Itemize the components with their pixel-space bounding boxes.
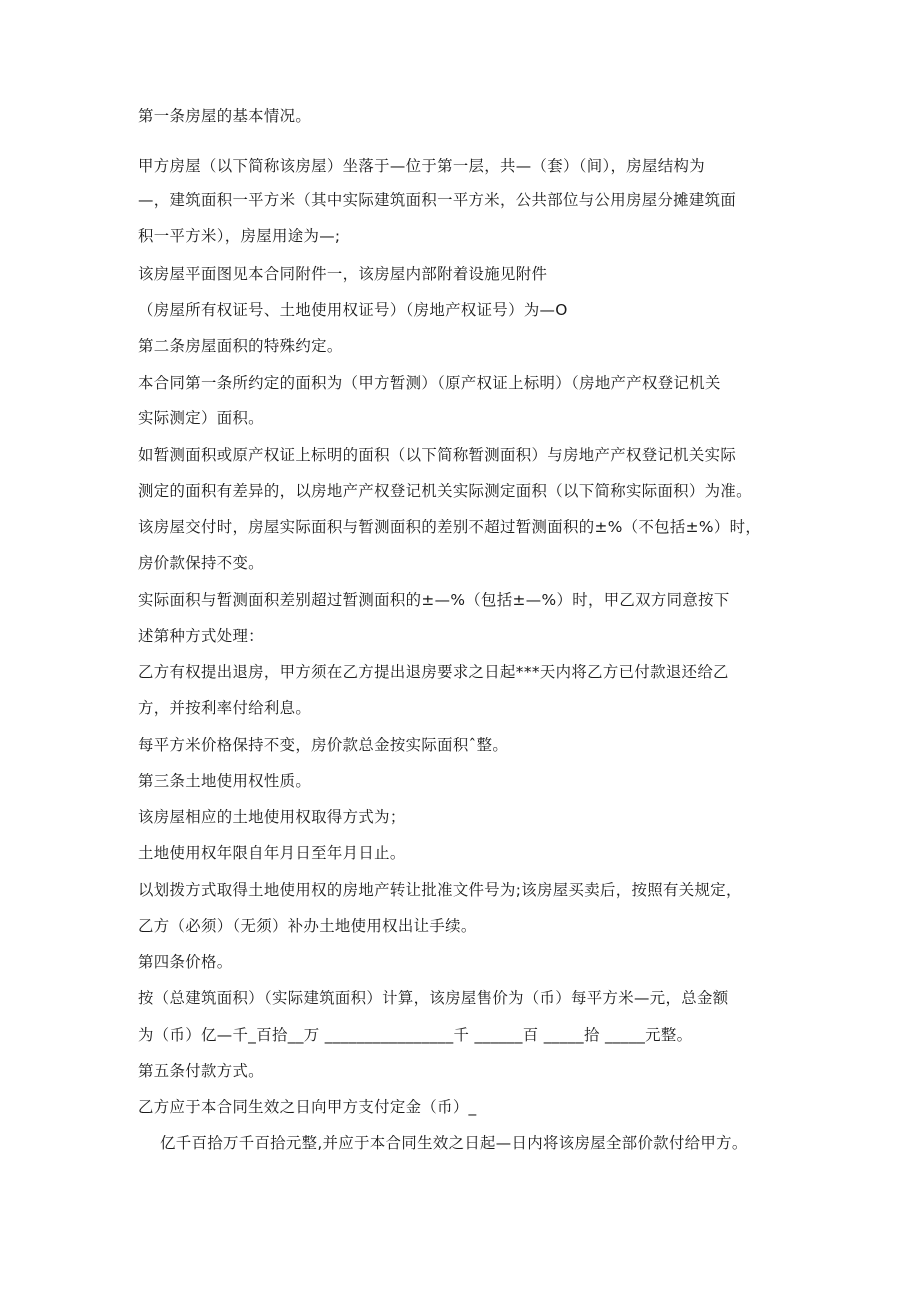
paragraph-line: 该房屋平面图见本合同附件一，该房屋内部附着设施见附件 (138, 265, 548, 283)
paragraph-line: 按（总建筑面积）（实际建筑面积）计算，该房屋售价为（币）每平方米—元，总金额 (138, 989, 729, 1007)
paragraph-line: 实际测定）面积。 (138, 409, 264, 427)
paragraph-line: —，建筑面积一平方米（其中实际建筑面积一平方米，公共部位与公用房屋分摊建筑面 (138, 191, 737, 209)
paragraph-line: 亿千百拾万千百拾元整,并应于本合同生效之日起—日内将该房屋全部价款付给甲方。 (160, 1134, 748, 1152)
paragraph-line: 乙方（必须）（无须）补办土地使用权出让手续。 (138, 917, 477, 935)
paragraph-line: 以划拨方式取得土地使用权的房地产转让批准文件号为;该房屋买卖后，按照有关规定， (138, 881, 742, 899)
paragraph-line: 测定的面积有差异的，以房地产产权登记机关实际测定面积（以下简称实际面积）为准。 (138, 482, 752, 500)
paragraph-line: 方，并按利率付给利息。 (138, 699, 312, 717)
article-1-heading: 第一条房屋的基本情况。 (138, 107, 312, 125)
article-4-heading: 第四条价格。 (138, 953, 233, 971)
paragraph-line: 乙方应于本合同生效之日向甲方支付定金（币）_ (138, 1098, 477, 1116)
paragraph-line: 本合同第一条所约定的面积为（甲方暂测）（原产权证上标明）（房地产产权登记机关 (138, 374, 721, 392)
paragraph-line: 房价款保持不变。 (138, 554, 264, 572)
paragraph-line: 甲方房屋（以下简称该房屋）坐落于—位于第一层，共—（套）（间），房屋结构为 (138, 157, 706, 175)
paragraph-line: （房屋所有权证号、土地使用权证号）（房地产权证号）为—O (138, 301, 568, 319)
paragraph-line: 土地使用权年限自年月日至年月日止。 (138, 844, 406, 862)
paragraph-line: 如暂测面积或原产权证上标明的面积（以下简称暂测面积）与房地产产权登记机关实际 (138, 446, 737, 464)
paragraph-line: 乙方有权提出退房，甲方须在乙方提出退房要求之日起***天内将乙方已付款退还给乙 (138, 663, 729, 681)
paragraph-line: 述第种方式处理： (138, 627, 264, 645)
paragraph-line: 为（币）亿—千_百拾__万 ________________千 ______百 _____拾 _____元整。 (138, 1026, 693, 1044)
article-5-heading: 第五条付款方式。 (138, 1062, 264, 1080)
article-3-heading: 第三条土地使用权性质。 (138, 772, 312, 790)
paragraph-line: 每平方米价格保持不变，房价款总金按实际面积ˆ整。 (138, 736, 509, 754)
paragraph-line: 该房屋相应的土地使用权取得方式为； (138, 808, 406, 826)
paragraph-line: 实际面积与暂测面积差别超过暂测面积的±—%（包括±—%）时，甲乙双方同意按下 (138, 591, 730, 609)
paragraph-line: 积一平方米），房屋用途为—; (138, 227, 341, 245)
article-2-heading: 第二条房屋面积的特殊约定。 (138, 337, 343, 355)
paragraph-line: 该房屋交付时，房屋实际面积与暂测面积的差别不超过暂测面积的±%（不包括±%）时， (138, 518, 762, 536)
